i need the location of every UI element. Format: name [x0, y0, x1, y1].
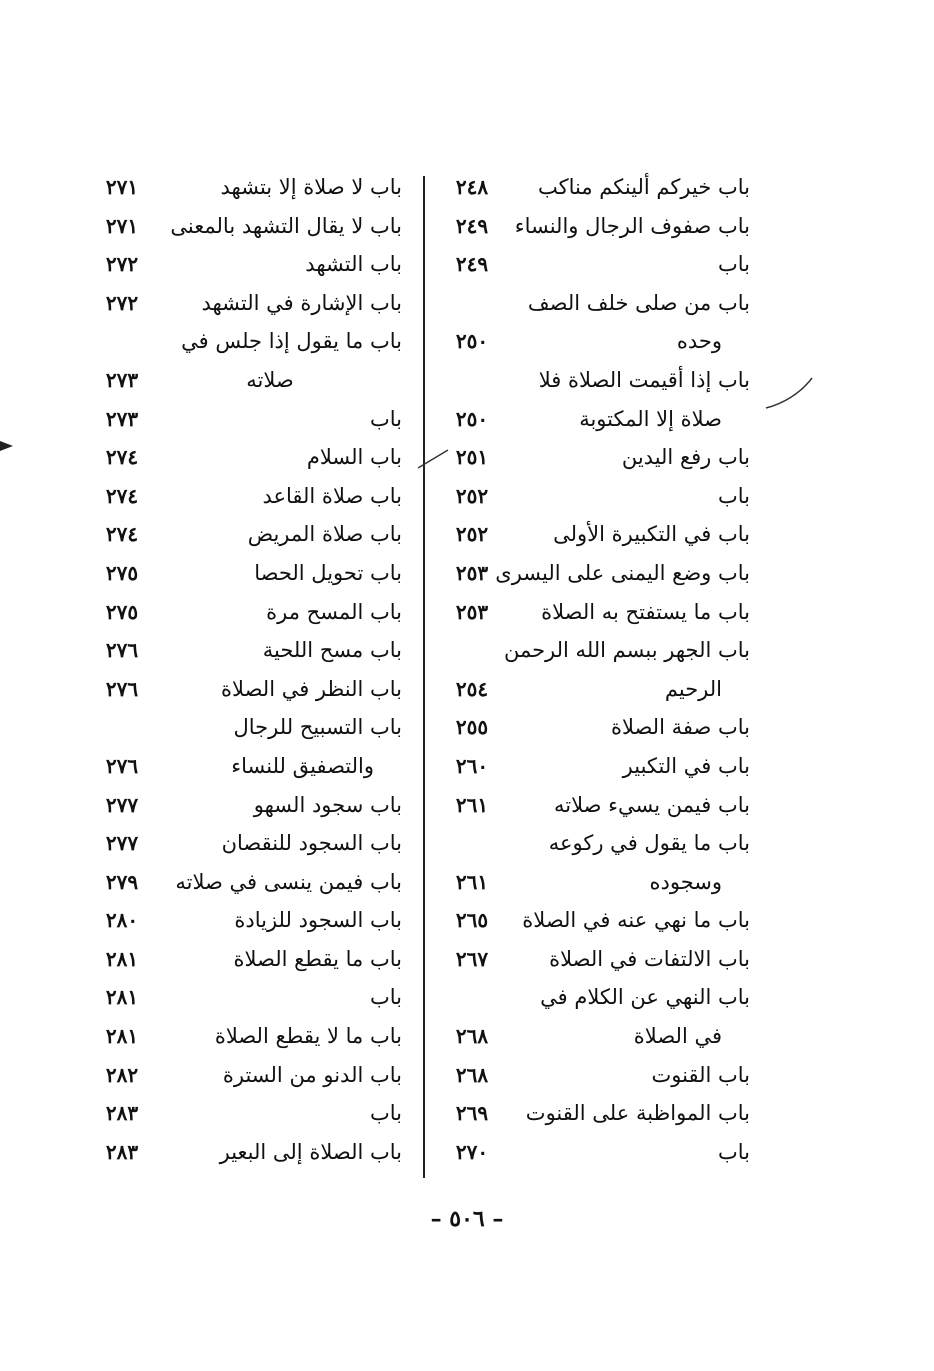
entry-page-number: ٢٧٧ — [105, 831, 139, 856]
entry-title: باب ما يقول إذا جلس في — [181, 329, 402, 354]
entry-page-number: ٢٧٦ — [105, 676, 139, 701]
index-column-left — [98, 168, 402, 1171]
entry-page-number: ٢٧٢ — [105, 252, 139, 277]
entry-title: باب صفة الصلاة — [610, 715, 750, 740]
entry-title: باب السجود للزيادة — [234, 908, 402, 933]
index-entry-left — [98, 322, 402, 361]
entry-title: باب في التكبير — [622, 753, 750, 778]
index-entry-right — [448, 515, 750, 554]
entry-page-number: ٢٥٢ — [455, 522, 489, 547]
index-entry-right — [448, 1133, 750, 1172]
entry-title: باب فيمن ينسى في صلاته — [175, 869, 402, 894]
entry-title: صلاة إلا المكتوبة — [579, 406, 722, 431]
entry-title: باب النظر في الصلاة — [221, 676, 402, 701]
entry-title: باب التسبيح للرجال — [233, 715, 402, 740]
index-entry-left — [98, 901, 402, 940]
entry-title: باب النهي عن الكلام في — [540, 985, 750, 1010]
entry-title: باب وضع اليمنى على اليسرى — [495, 560, 750, 585]
entry-title: باب خيركم ألينكم مناكب — [538, 175, 750, 199]
entry-page-number: ٢٤٩ — [455, 213, 489, 238]
index-entry-right — [448, 978, 750, 1017]
entry-title: باب — [369, 985, 402, 1010]
index-entry-right — [448, 631, 750, 670]
index-entry-left — [98, 438, 402, 477]
entry-title: باب لا يقال التشهد بالمعنى — [170, 213, 402, 238]
entry-title: باب المسح مرة — [266, 599, 402, 624]
entry-title: باب الصلاة إلى البعير — [219, 1139, 402, 1164]
entry-title: وحده — [676, 329, 722, 354]
entry-title: باب مسح اللحية — [262, 638, 402, 663]
entry-title: باب لا صلاة إلا بتشهد — [220, 175, 402, 199]
entry-title: باب ما لا يقطع الصلاة — [214, 1024, 402, 1049]
entry-page-number: ٢٨١ — [105, 946, 139, 971]
entry-page-number: ٢٦٨ — [455, 1024, 489, 1049]
entry-page-number: ٢٧٩ — [105, 869, 139, 894]
entry-page-number: ٢٦٩ — [455, 1101, 489, 1126]
index-entry-right — [448, 477, 750, 516]
index-entry-left — [98, 168, 402, 207]
entry-title: باب سجود السهو — [253, 792, 402, 817]
entry-page-number: ٢٧٥ — [105, 560, 139, 585]
index-entry-left — [98, 708, 402, 747]
index-entry-right — [448, 901, 750, 940]
entry-page-number: ٢٥٥ — [455, 715, 489, 740]
index-entry-right — [448, 554, 750, 593]
entry-title: باب صلاة القاعد — [262, 483, 402, 508]
margin-arrow-mark — [0, 438, 16, 454]
entry-page-number: ٢٧٤ — [105, 483, 139, 508]
entry-title: باب صلاة المريض — [247, 522, 402, 547]
index-entry-right — [448, 786, 750, 825]
index-column-right — [448, 168, 750, 1171]
entry-title: باب رفع اليدين — [621, 445, 750, 470]
index-entry-right — [448, 438, 750, 477]
entry-page-number: ٢٥٣ — [455, 599, 489, 624]
entry-title: باب تحويل الحصا — [254, 560, 402, 585]
entry-title: باب الالتفات في الصلاة — [549, 946, 750, 971]
index-entry-right — [448, 670, 750, 709]
index-entry-left — [98, 207, 402, 246]
entry-title: باب من صلى خلف الصف — [527, 290, 750, 315]
entry-title: باب السلام — [306, 445, 402, 470]
index-entry-left — [98, 361, 402, 400]
entry-page-number: ٢٥١ — [455, 445, 489, 470]
handwritten-stroke-mark — [760, 370, 820, 415]
index-entry-right — [448, 593, 750, 632]
entry-title: وسجوده — [649, 869, 722, 894]
entry-title: باب فيمن يسيء صلاته — [554, 792, 750, 817]
index-entry-left — [98, 1017, 402, 1056]
entry-page-number: ٢٧٥ — [105, 599, 139, 624]
index-entry-right — [448, 863, 750, 902]
entry-page-number: ٢٧١ — [105, 213, 139, 238]
handwritten-tick-mark — [414, 446, 454, 472]
entry-page-number: ٢٥٢ — [455, 483, 489, 508]
entry-page-number: ٢٨١ — [105, 985, 139, 1010]
index-entry-left — [98, 554, 402, 593]
entry-page-number: ٢٤٩ — [455, 252, 489, 277]
index-entry-left — [98, 670, 402, 709]
entry-page-number: ٢٨٢ — [105, 1062, 139, 1087]
entry-title: باب التشهد — [305, 252, 402, 277]
entry-page-number: ٢٧٤ — [105, 445, 139, 470]
entry-title: باب — [717, 1139, 750, 1164]
entry-page-number: ٢٧٢ — [105, 290, 139, 315]
entry-title: باب المواظبة على القنوت — [525, 1101, 750, 1126]
entry-page-number: ٢٧١ — [105, 175, 139, 199]
entry-title: باب الدنو من السترة — [222, 1062, 402, 1087]
index-entry-left — [98, 824, 402, 863]
index-entry-left — [98, 940, 402, 979]
entry-title: باب السجود للنقصان — [221, 831, 402, 856]
entry-title: باب القنوت — [651, 1062, 750, 1087]
index-entry-left — [98, 1094, 402, 1133]
entry-page-number: ٢٧٧ — [105, 792, 139, 817]
entry-title: باب ما يستفتح به الصلاة — [541, 599, 750, 624]
entry-page-number: ٢٦٧ — [455, 946, 489, 971]
index-entry-left — [98, 747, 402, 786]
entry-page-number: ٢٧٦ — [105, 753, 139, 778]
index-entry-right — [448, 207, 750, 246]
entry-title: باب ما نهي عنه في الصلاة — [522, 908, 750, 933]
index-entry-right — [448, 400, 750, 439]
entry-title: باب الإشارة في التشهد — [201, 290, 402, 315]
index-entry-left — [98, 593, 402, 632]
entry-page-number: ٢٥٠ — [455, 406, 489, 431]
entry-page-number: ٢٨٣ — [105, 1139, 139, 1164]
entry-page-number: ٢٨٣ — [105, 1101, 139, 1126]
index-entry-left — [98, 245, 402, 284]
index-entry-right — [448, 1094, 750, 1133]
page-number-footer: – ٥٠٦ – — [430, 1206, 504, 1232]
index-entry-left — [98, 863, 402, 902]
entry-page-number: ٢٥٣ — [455, 560, 489, 585]
entry-title: باب — [717, 483, 750, 508]
entry-page-number: ٢٨٠ — [105, 908, 139, 933]
index-entry-left — [98, 1133, 402, 1172]
entry-page-number: ٢٦٥ — [455, 908, 489, 933]
entry-title: باب — [369, 406, 402, 431]
entry-title: باب إذا أقيمت الصلاة فلا — [538, 367, 750, 392]
entry-page-number: ٢٥٤ — [455, 676, 489, 701]
entry-title: باب ما يقول في ركوعه — [548, 831, 750, 856]
index-entry-right — [448, 322, 750, 361]
column-divider — [423, 176, 425, 1178]
entry-title: باب — [369, 1101, 402, 1126]
entry-page-number: ٢٧٠ — [455, 1139, 489, 1164]
index-entry-right — [448, 284, 750, 323]
index-entry-left — [98, 631, 402, 670]
entry-title: صلاته — [246, 367, 294, 392]
index-entry-right — [448, 1056, 750, 1095]
entry-title: والتصفيق للنساء — [231, 753, 374, 778]
index-entry-right — [448, 940, 750, 979]
index-entry-left — [98, 978, 402, 1017]
index-entry-left — [98, 786, 402, 825]
entry-page-number: ٢٧٣ — [105, 367, 139, 392]
index-entry-right — [448, 708, 750, 747]
entry-page-number: ٢٧٣ — [105, 406, 139, 431]
index-entry-right — [448, 824, 750, 863]
entry-title: باب صفوف الرجال والنساء — [514, 213, 750, 238]
entry-page-number: ٢٦٨ — [455, 1062, 489, 1087]
entry-page-number: ٢٥٠ — [455, 329, 489, 354]
entry-page-number: ٢٦٠ — [455, 753, 489, 778]
entry-title: الرحيم — [664, 676, 722, 701]
index-entry-left — [98, 515, 402, 554]
index-entry-left — [98, 400, 402, 439]
index-entry-left — [98, 284, 402, 323]
index-entry-right — [448, 168, 750, 207]
entry-title: باب الجهر ببسم الله الرحمن — [503, 638, 750, 663]
entry-title: في الصلاة — [633, 1024, 722, 1049]
index-entry-left — [98, 477, 402, 516]
entry-page-number: ٢٧٦ — [105, 638, 139, 663]
index-entry-right — [448, 1017, 750, 1056]
index-entry-right — [448, 361, 750, 400]
entry-page-number: ٢٦١ — [455, 792, 489, 817]
entry-title: باب في التكبيرة الأولى — [553, 522, 750, 547]
entry-page-number: ٢٧٤ — [105, 522, 139, 547]
entry-title: باب — [717, 252, 750, 277]
index-entry-right — [448, 245, 750, 284]
entry-page-number: ٢٤٨ — [455, 175, 489, 199]
entry-title: باب ما يقطع الصلاة — [233, 946, 402, 971]
index-entry-left — [98, 1056, 402, 1095]
entry-page-number: ٢٨١ — [105, 1024, 139, 1049]
entry-page-number: ٢٦١ — [455, 869, 489, 894]
index-entry-right — [448, 747, 750, 786]
